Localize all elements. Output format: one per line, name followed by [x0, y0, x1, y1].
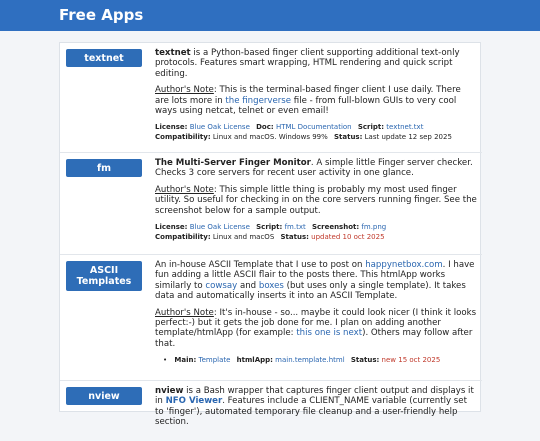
apps-list: [59, 42, 481, 428]
authors-note-label: Author's Note: [155, 85, 214, 96]
app-name: textnet: [155, 48, 191, 58]
nfo-viewer-link[interactable]: NFO Viewer: [165, 396, 223, 407]
list-item-fm: [60, 153, 482, 255]
fingerverse-link[interactable]: the fingerverse: [225, 95, 292, 106]
template-link[interactable]: Template: [198, 356, 231, 365]
status-text: new 15 oct 2025: [381, 356, 441, 365]
cowsay-link[interactable]: cowsay: [205, 280, 238, 291]
app-meta: License: Blue Oak License Script: fm.txt Screenshot: fm.png Compatibility: Linux and macOS Status: updated 10 oct 2025: [155, 223, 387, 242]
list-item-textnet: [60, 43, 482, 153]
app-meta: License: Blue Oak License Doc: HTML Documentation Script: textnet.txt Compatibility: Linux and macOS. Windows 99% Status: Last update 12 sep 2025: [155, 123, 452, 142]
page-title: Free Apps: [59, 6, 144, 24]
license-link[interactable]: Blue Oak License: [189, 223, 250, 232]
ascii-templates-button[interactable]: ASCII Templates: [66, 261, 142, 291]
authors-note-label: Author's Note: [155, 184, 214, 195]
textnet-description: textnet is a Python-based finger client supporting additional text-only protocols. Features smart wrapping, HTML rendering and quick script editing. Author's Note: This is the terminal-based finger client I use daily. There are lots more in the fingerverse file - from full-blown GUIs to very cool ways using netcat, telnet or even email! License: Blue Oak License Doc: HTML Documentation Script: textnet.txt Compatibility: Linux and macOS. Windows 99% Status: Last update 12 sep 2025: [155, 48, 477, 142]
next-template-link[interactable]: this one is next: [296, 328, 363, 339]
htmlapp-link[interactable]: main.template.html: [275, 356, 345, 365]
nview-description: nview is a Bash wrapper that captures finger client output and displays it in NFO Viewer. Features include a CLIENT_NAME variable (currently set to 'finger'), automated temporary file cleanup and a user-friendly help section.: [155, 386, 474, 428]
list-item: • Main: Template htmlApp: main.template.html Status: new 15 oct 2025: [163, 355, 477, 365]
script-link[interactable]: textnet.txt: [386, 123, 424, 132]
status-text: Last update 12 sep 2025: [364, 133, 452, 142]
fm-button[interactable]: fm: [66, 159, 142, 177]
app-name: nview: [155, 386, 184, 396]
fm-description: The Multi-Server Finger Monitor. A simple little Finger server checker. Checks 3 core servers for recent user activity in one glance. Author's Note: This simple little thing is probably my most used finger utility. So useful for checking in on the core servers running finger. See the screenshot below for a sample output. License: Blue Oak License Script: fm.txt Screenshot: fm.png Compatibility: Linux and macOS Status: updated 10 oct 2025: [155, 158, 477, 242]
script-link[interactable]: fm.txt: [284, 223, 306, 232]
status-text: updated 10 oct 2025: [311, 233, 385, 242]
license-link[interactable]: Blue Oak License: [189, 123, 250, 132]
app-name: The Multi-Server Finger Monitor: [155, 158, 311, 168]
list-item-nview: [60, 381, 482, 441]
screenshot-link[interactable]: fm.png: [361, 223, 387, 232]
app-meta: [155, 355, 477, 365]
textnet-button[interactable]: textnet: [66, 49, 142, 67]
happynetbox-link[interactable]: happynetbox.com: [365, 260, 443, 270]
authors-note-label: Author's Note: [155, 307, 214, 318]
top-header-bar: [0, 0, 540, 31]
boxes-link[interactable]: boxes: [258, 280, 284, 291]
ascii-templates-description: An in-house ASCII Template that I use to post on happynetbox.com. I have fun adding a little ASCII flair to the posts there. This htmlApp works similarly to cowsay and boxes (but uses only a single template). It takes data and automatically inserts it into an ASCII Template. Author's Note: It's in-house - so... maybe it could look nicer (I think it looks perfect:-) but it gets the job done for me. I plan on adding another template/htmlApp (for example: this one is next). Others may follow after that. • Main: Template htmlApp: main.template.html Status: new 15 oct 2025: [155, 260, 477, 365]
nview-button[interactable]: nview: [66, 387, 142, 405]
list-item-ascii-templates: [60, 255, 482, 381]
doc-link[interactable]: HTML Documentation: [275, 123, 352, 132]
